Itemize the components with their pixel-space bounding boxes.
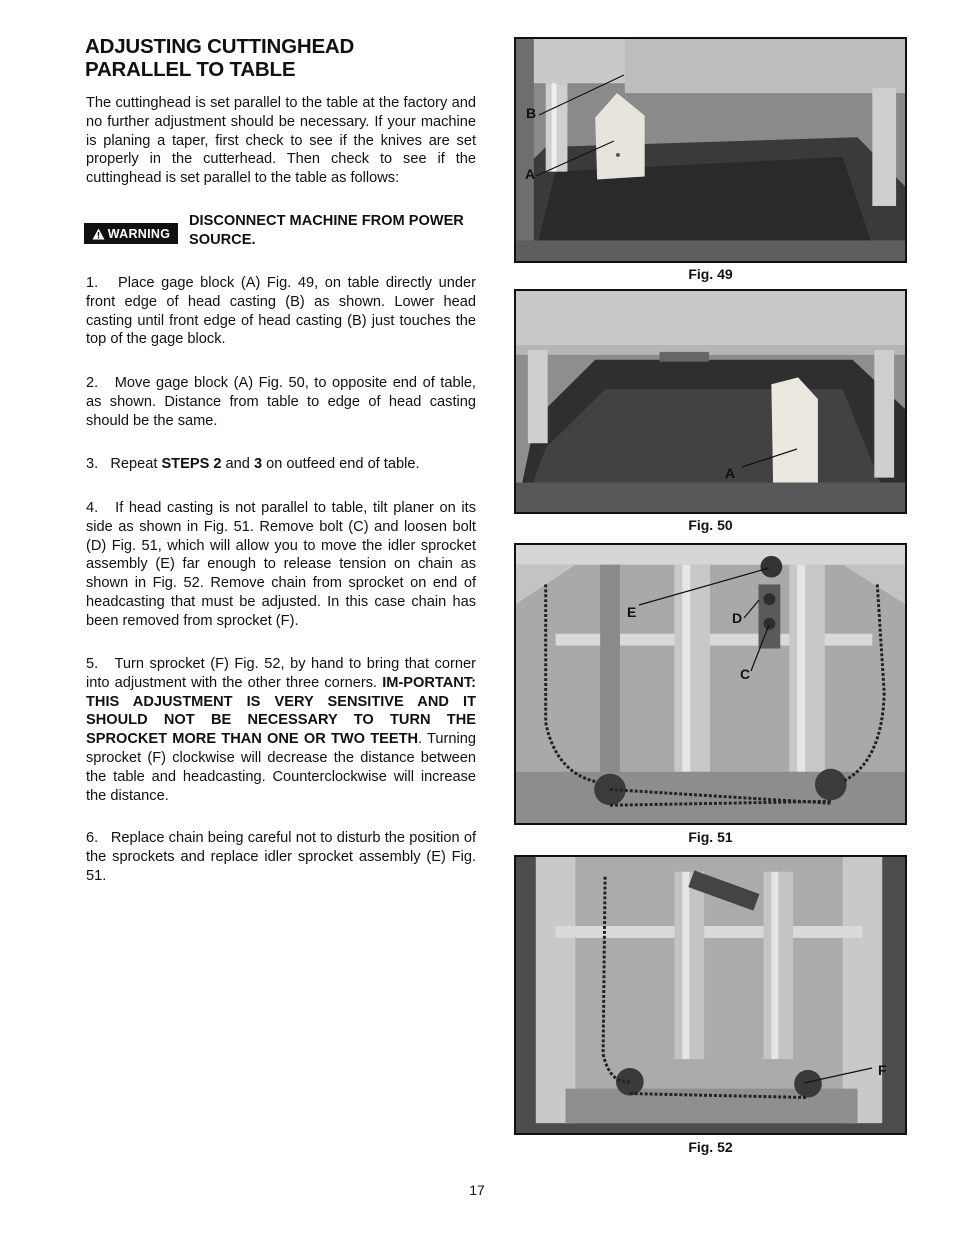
page-number: 17 xyxy=(469,1182,485,1198)
figure-50-caption: Fig. 50 xyxy=(688,517,733,533)
step-5 xyxy=(86,655,476,805)
warning-badge xyxy=(84,223,178,244)
figure-52-labels xyxy=(514,855,907,1135)
figure-49-label-a: A xyxy=(525,166,536,182)
warning-text xyxy=(189,212,479,250)
title-line-2: PARALLEL TO TABLE xyxy=(85,58,296,81)
step-3-part: 3. Repeat xyxy=(86,456,162,472)
figure-51-labels xyxy=(514,543,907,825)
step-3-bold: STEPS 2 xyxy=(161,456,222,472)
intro-paragraph: The cuttinghead is set parallel to the table at the factory and no further adjustment should be necessary. If your machine is planing a taper, first check to see if the knives are set properly in the cutterhead. Then check to see if the cuttinghead is set parallel to the table as follows: xyxy=(86,95,476,187)
step-3-part: on outfeed end of table. xyxy=(262,456,420,472)
warning-icon xyxy=(92,228,105,240)
step-5-bold: IM-PORTANT: THIS ADJUSTMENT IS VERY SENSITIVE AND IT SHOULD NOT BE NECESSARY TO TURN THE SPROCKET MORE THAN ONE OR TWO TEETH xyxy=(86,674,476,748)
figure-50-label-a: A xyxy=(725,465,736,481)
figure-51-label-c: C xyxy=(740,666,751,682)
warning-text-end: . xyxy=(251,232,256,248)
step-5-part: . Turning sprocket (F) clockwise will decrease the distance between the table and headcasting. Counterclockwise will increase the distance. xyxy=(86,731,476,804)
step-2: 2. Move gage block (A) Fig. 50, to opposite end of table, as shown. Distance from table to edge of head casting should be the same. xyxy=(86,375,476,429)
step-6: 6. Replace chain being careful not to disturb the position of the sprockets and replace idler sprocket assembly (E) Fig. 51. xyxy=(86,830,476,884)
step-3-bold: 3 xyxy=(253,456,263,472)
step-3 xyxy=(86,455,476,474)
figure-49-labels xyxy=(514,37,907,263)
warning-text-bold: DISCONNECT MACHINE FROM POWER SOURCE xyxy=(189,213,464,248)
figure-49-caption: Fig. 49 xyxy=(688,266,733,282)
step-4: 4. If head casting is not parallel to table, tilt planer on its side as shown in Fig. 51. Remove bolt (C) and loosen bolt (D) Fig. 51, which will allow you to move the idler sprocket assembly (E) far enough to release tension on chain as shown in Fig. 52. Remove chain from sprocket on end of headcasting that must be adjusted. In this case chain has been removed from sprocket (F). xyxy=(86,500,476,629)
figure-49-label-b: B xyxy=(526,105,537,121)
step-3-part: and xyxy=(221,456,254,472)
figure-51-caption: Fig. 51 xyxy=(688,829,733,845)
figure-50-labels xyxy=(514,289,907,514)
figure-51-label-e: E xyxy=(627,604,637,620)
figure-52-label-f: F xyxy=(878,1062,887,1078)
step-5-part: 5. Turn sprocket (F) Fig. 52, by hand to bring that corner into adjustment with the other three corners. xyxy=(86,656,476,691)
step-1: 1. Place gage block (A) Fig. 49, on table directly under front edge of head casting (B) as shown. Lower head casting until front edge of head casting (B) just touches the top of the gage block. xyxy=(86,275,476,348)
title-line-1: ADJUSTING CUTTINGHEAD xyxy=(85,35,355,58)
figure-51-label-d: D xyxy=(732,610,743,626)
warning-badge-label: WARNING xyxy=(107,226,171,241)
page-title xyxy=(85,35,485,81)
figure-52-caption: Fig. 52 xyxy=(688,1139,733,1155)
